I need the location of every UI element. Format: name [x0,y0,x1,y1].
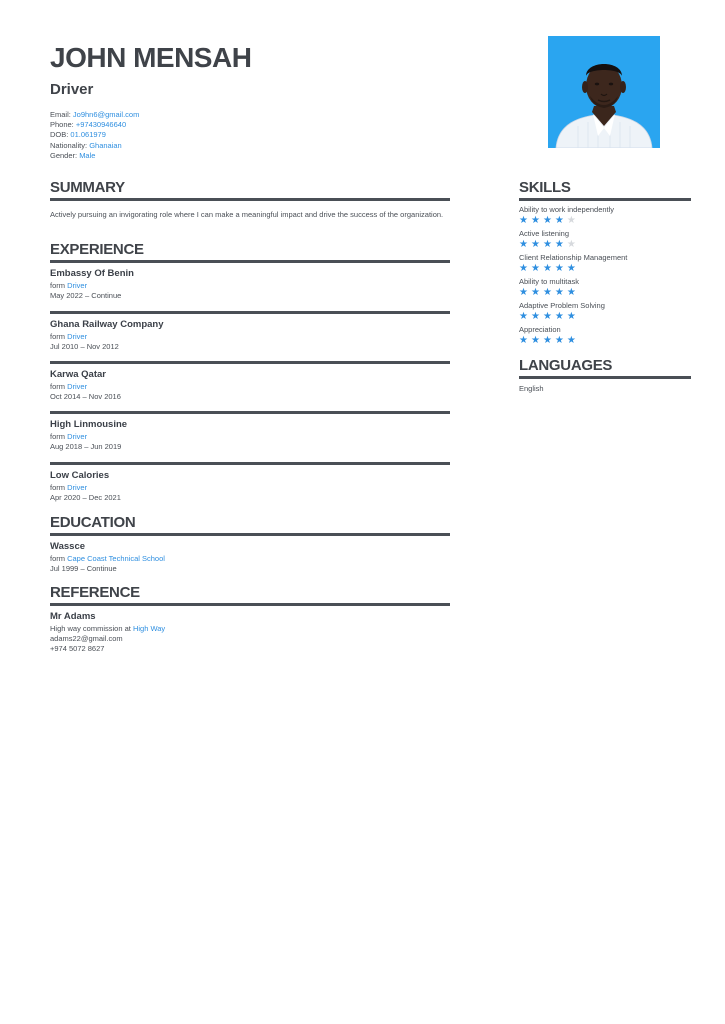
experience-divider [50,260,450,263]
star-filled-icon: ★ [542,215,555,226]
star-empty-icon: ★ [566,239,579,250]
star-filled-icon: ★ [530,287,543,298]
skill-name: Ability to multitask [519,277,580,286]
skill-item [519,301,691,325]
experience-role: form Driver [50,281,88,290]
education-item [50,541,450,574]
experience-role: form Driver [50,332,88,341]
star-filled-icon: ★ [542,287,555,298]
experience-item [50,369,450,402]
skill-rating [519,311,691,322]
star-filled-icon: ★ [530,239,543,250]
profile-photo [548,36,660,148]
reference-position: High way commission at High Way [50,624,166,633]
skills-list [519,205,691,349]
reference-item [50,611,450,654]
star-filled-icon: ★ [519,263,531,274]
star-filled-icon: ★ [566,311,579,322]
star-filled-icon: ★ [519,215,531,226]
email-link[interactable]: Jo9hn6@gmail.com [72,110,140,119]
star-filled-icon: ★ [519,311,531,322]
skill-rating [519,215,691,226]
reference-name: Mr Adams [50,611,96,622]
skill-item [519,325,691,349]
skill-rating [519,287,691,298]
contact-nationality: Nationality: Ghanaian [50,140,122,150]
star-filled-icon: ★ [554,239,567,250]
skill-rating [519,239,691,250]
experience-company: Ghana Railway Company [50,319,164,330]
skill-name: Client Relationship Management [519,253,628,262]
languages-divider [519,376,691,379]
job-title: Driver [50,81,94,98]
entry-divider [50,411,450,414]
star-filled-icon: ★ [542,263,555,274]
experience-heading: EXPERIENCE [50,241,144,258]
reference-phone: +974 5072 8627 [50,644,105,653]
skill-name: Appreciation [519,325,561,334]
star-filled-icon: ★ [519,335,531,346]
contact-email: Email: Jo9hn6@gmail.com [50,110,140,119]
languages-heading: LANGUAGES [519,357,613,374]
experience-dates: Oct 2014 – Nov 2016 [50,392,121,401]
experience-company: High Linmousine [50,419,128,430]
star-filled-icon: ★ [554,263,567,274]
star-filled-icon: ★ [554,311,567,322]
portrait-icon [548,36,660,148]
experience-item [50,419,450,452]
contact-dob: DOB: 01.061979 [50,130,106,140]
education-heading: EDUCATION [50,514,136,531]
star-filled-icon: ★ [542,311,555,322]
star-filled-icon: ★ [519,239,531,250]
contact-phone: Phone: +97430946640 [50,120,127,130]
star-filled-icon: ★ [554,215,567,226]
education-divider [50,533,450,536]
experience-role: form Driver [50,483,88,492]
experience-item [50,470,450,503]
summary-divider [50,198,450,201]
language-item: English [519,384,544,393]
experience-role: form Driver [50,432,88,441]
star-filled-icon: ★ [554,287,567,298]
experience-role: form Driver [50,382,88,391]
star-filled-icon: ★ [542,239,555,250]
experience-dates: Apr 2020 – Dec 2021 [50,493,121,502]
reference-email: adams22@gmail.com [50,634,123,643]
experience-dates: May 2022 – Continue [50,291,122,300]
contact-details [50,110,139,161]
contact-gender: Gender: Male [50,150,96,160]
skill-name: Ability to work independently [519,205,615,214]
skill-rating [519,263,691,274]
summary-heading: SUMMARY [50,179,125,196]
skill-rating [519,335,691,346]
star-filled-icon: ★ [542,335,555,346]
entry-divider [50,462,450,465]
skill-item [519,229,691,253]
skill-name: Active listening [519,229,570,238]
star-filled-icon: ★ [530,263,543,274]
skill-name: Adaptive Problem Solving [519,301,605,310]
reference-heading: REFERENCE [50,584,140,601]
skill-item [519,205,691,229]
candidate-name: JOHN MENSAH [50,42,252,73]
entry-divider [50,311,450,314]
experience-company: Embassy Of Benin [50,268,134,279]
experience-dates: Aug 2018 – Jun 2019 [50,442,122,451]
skills-divider [519,198,691,201]
star-filled-icon: ★ [530,335,543,346]
star-filled-icon: ★ [566,335,579,346]
star-empty-icon: ★ [566,215,579,226]
education-school: form Cape Coast Technical School [50,554,165,563]
experience-company: Low Calories [50,470,110,481]
experience-item [50,319,450,352]
star-filled-icon: ★ [566,287,579,298]
experience-item [50,268,450,301]
skill-item [519,277,691,301]
skills-heading: SKILLS [519,179,571,196]
education-degree: Wassce [50,541,86,552]
reference-divider [50,603,450,606]
star-filled-icon: ★ [554,335,567,346]
star-filled-icon: ★ [566,263,579,274]
summary-text: Actively pursuing an invigorating role where I can make a meaningful impact and drive the success of the organization. [50,210,444,219]
skill-item [519,253,691,277]
star-filled-icon: ★ [519,287,531,298]
star-filled-icon: ★ [530,215,543,226]
experience-dates: Jul 2010 – Nov 2012 [50,342,119,351]
star-filled-icon: ★ [530,311,543,322]
entry-divider [50,361,450,364]
experience-company: Karwa Qatar [50,369,106,380]
education-dates: Jul 1999 – Continue [50,564,117,573]
